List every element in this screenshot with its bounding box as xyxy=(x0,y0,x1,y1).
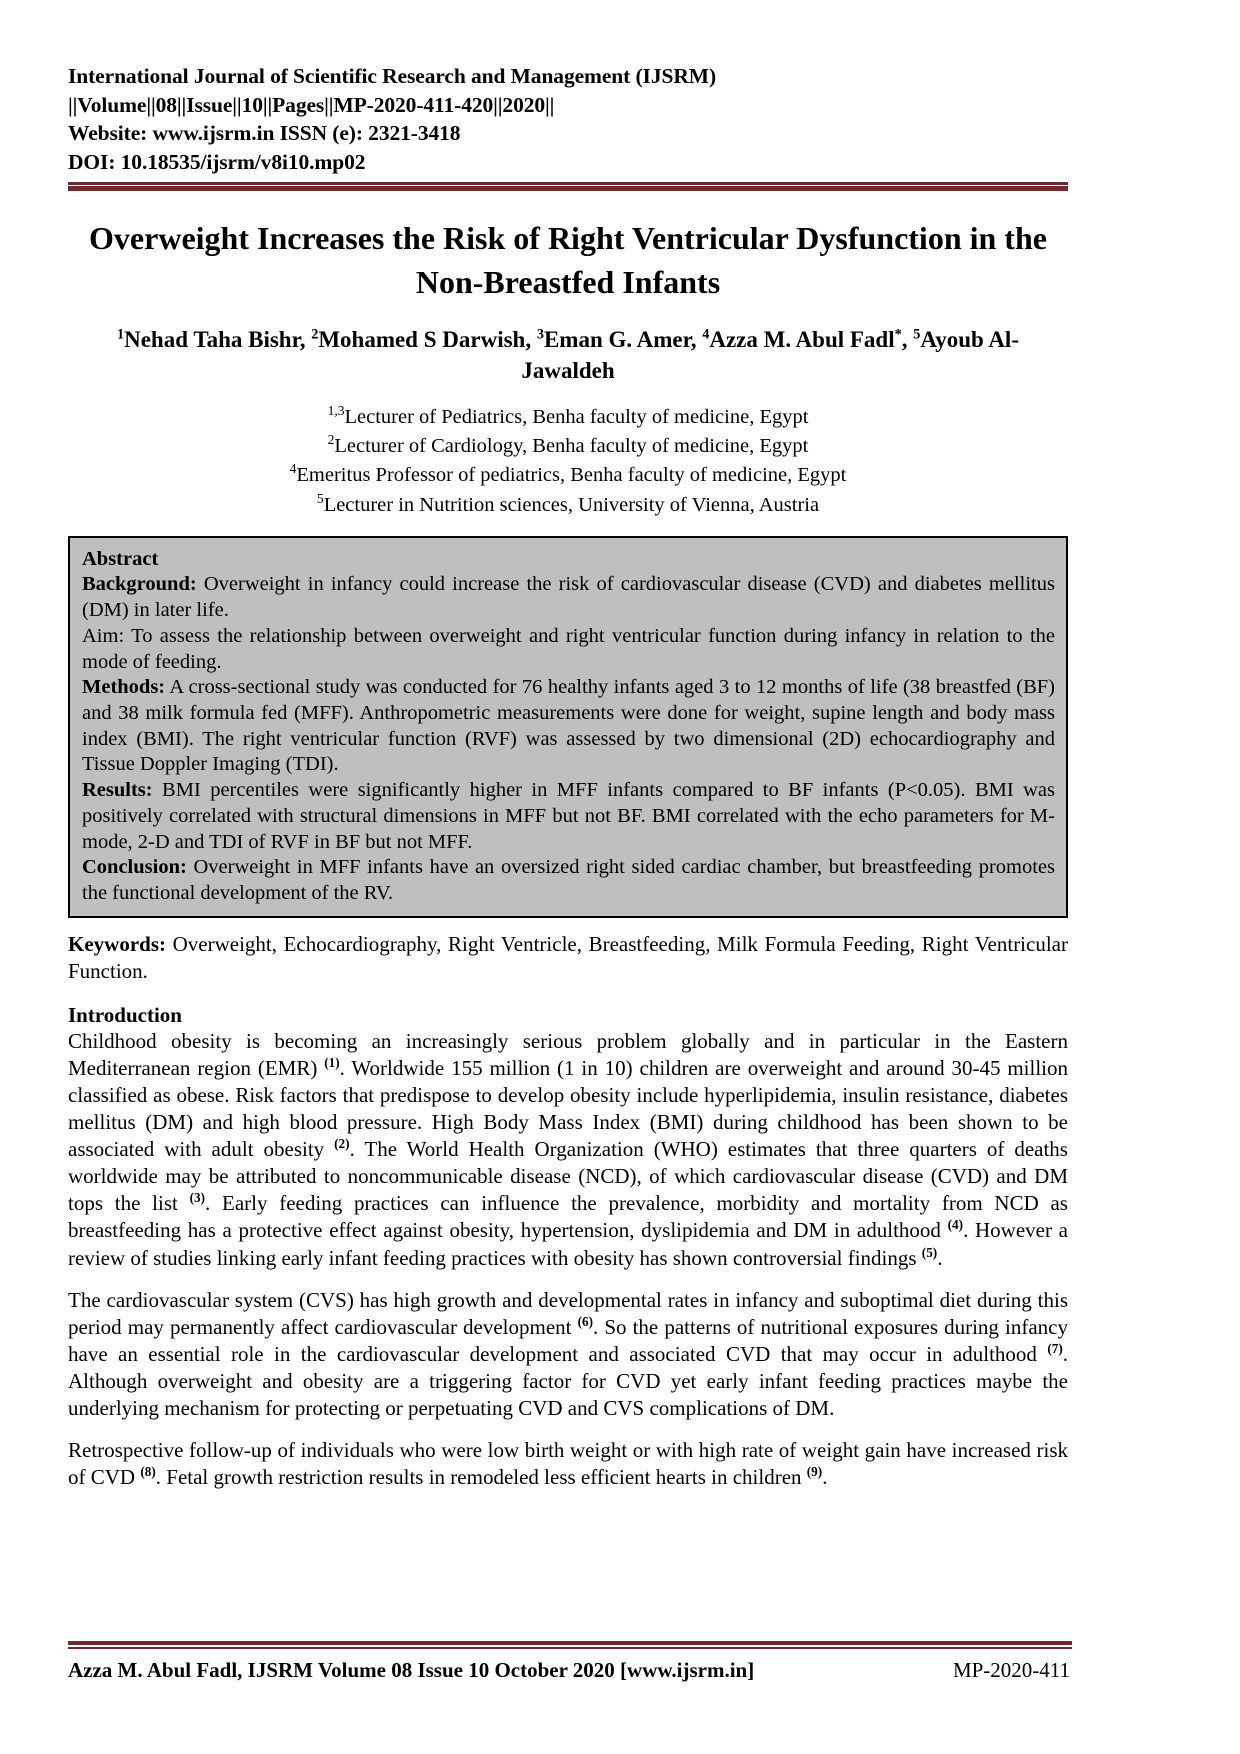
citation-ref: (4) xyxy=(947,1217,964,1233)
paragraph-text: . However a review of studies linking early infant feeding practices with obesity has shown controversial findings xyxy=(68,1218,1069,1270)
abstract-conclusion-text: Overweight in MFF infants have an oversized right sided cardiac chamber, but breastfeeding promotes the functional development of the RV. xyxy=(82,856,1055,904)
paragraph-text: Childhood obesity is becoming an increasingly serious problem globally and in particular in the Eastern Mediterranean region (EMR) xyxy=(68,1028,1068,1080)
affiliation-text: Lecturer of Cardiology, Benha faculty of medicine, Egypt xyxy=(334,435,809,458)
abstract-box xyxy=(68,536,1068,918)
footer-divider-rule xyxy=(68,1641,1072,1649)
author-entry xyxy=(537,327,702,352)
introduction-paragraph-2 xyxy=(68,1287,1068,1422)
paragraph-text: Retrospective follow-up of individuals who were low birth weight or with high rate of weight gain have increased risk of CVD xyxy=(68,1437,1068,1490)
author-affil-marker: 2 xyxy=(311,326,319,343)
author-name: Eman G. Amer xyxy=(543,326,691,352)
section-heading-introduction: Introduction xyxy=(68,1002,182,1027)
affiliation-marker: 1,3 xyxy=(327,403,345,419)
author-name: Ayoub Al-Jawaldeh xyxy=(521,326,1019,384)
author-affil-marker: 4 xyxy=(702,326,710,343)
citation-ref: (2) xyxy=(334,1136,350,1152)
citation-ref: (3) xyxy=(189,1190,206,1206)
author-separator: , xyxy=(901,326,914,352)
corresponding-author-marker: * xyxy=(894,326,902,343)
author-affil-marker: 5 xyxy=(913,326,921,343)
paragraph-text: . The World Health Organization (WHO) estimates that three quarters of deaths worldwide may be attributed to noncommunicable disease (NCD), of which cardiovascular disease (CVD) and DM tops the list xyxy=(68,1137,1068,1216)
abstract-methods xyxy=(82,675,1055,778)
abstract-background xyxy=(82,572,1055,623)
header-divider-rule xyxy=(68,182,1068,191)
author-name: Mohamed S Darwish xyxy=(318,326,526,352)
affiliation-item xyxy=(68,403,1068,432)
masthead-website-issn: Website: www.ijsrm.in ISSN (e): 2321-3418 xyxy=(68,121,461,146)
citation-ref: (9) xyxy=(806,1464,823,1480)
author-entry xyxy=(311,327,537,352)
affiliation-text: Lecturer of Pediatrics, Benha faculty of medicine, Egypt xyxy=(344,406,809,429)
citation-ref: (8) xyxy=(140,1464,156,1480)
abstract-background-text: Overweight in infancy could increase the risk of cardiovascular disease (CVD) and diabetes mellitus (DM) in later life. xyxy=(82,573,1055,622)
paragraph-text: . Early feeding practices can influence the prevalence, morbidity and mortality from NCD as breastfeeding has a protective effect against obesity, hypertension, dyslipidemia and DM in adulthood xyxy=(68,1191,1068,1243)
introduction-paragraph-1 xyxy=(68,1028,1068,1272)
affiliation-list xyxy=(68,403,1068,519)
masthead-doi: DOI: 10.18535/ijsrm/v8i10.mp02 xyxy=(68,149,366,174)
affiliation-text: Emeritus Professor of pediatrics, Benha faculty of medicine, Egypt xyxy=(296,464,847,487)
abstract-heading xyxy=(82,547,1055,573)
masthead-volume-issue: ||Volume||08||Issue||10||Pages||MP-2020-411-420||2020|| xyxy=(68,92,555,117)
abstract-aim-text: To assess the relationship between overweight and right ventricular function during infancy in relation to the mode of feeding. xyxy=(82,624,1055,673)
affiliation-text: Lecturer in Nutrition sciences, University of Vienna, Austria xyxy=(323,493,820,516)
paragraph-text: . Worldwide 155 million (1 in 10) children are overweight and around 30-45 million classified as obese. Risk factors that predispose to develop obesity include hyperlipidemia, insulin resistance, diabetes mellitus (DM) and high blood pressure. High Body Mass Index (BMI) during childhood has been shown to be associated with adult obesity xyxy=(68,1055,1069,1162)
page-content xyxy=(68,62,1068,1491)
author-entry xyxy=(702,327,913,352)
paragraph-text: . Fetal growth restriction results in remodeled less efficient hearts in children xyxy=(155,1465,807,1490)
affiliation-marker: 5 xyxy=(316,490,324,506)
keywords-label: Keywords: xyxy=(68,931,166,956)
abstract-aim-label: Aim: xyxy=(82,624,125,647)
author-affil-marker: 3 xyxy=(536,326,544,343)
affiliation-item xyxy=(68,432,1068,461)
citation-ref: (7) xyxy=(1047,1340,1063,1356)
abstract-results-text: BMI percentiles were significantly higher in MFF infants compared to BF infants (P<0.05). BMI was positively correlated with structural dimensions in MFF but not BF. BMI correlated with the echo parameters for M-mode, 2-D and TDI of RVF in BF but not MFF. xyxy=(82,779,1055,853)
affiliation-marker: 2 xyxy=(327,432,335,448)
affiliation-item xyxy=(68,491,1068,520)
paragraph-text: . xyxy=(822,1465,828,1490)
footer-row xyxy=(68,1658,1072,1683)
introduction-paragraph-3 xyxy=(68,1437,1068,1491)
abstract-aim xyxy=(82,624,1055,675)
keywords-line xyxy=(68,931,1068,985)
paragraph-text: . Although overweight and obesity are a triggering factor for CVD yet early infant feeding practices maybe the underlying mechanism for protecting or perpetuating CVD and CVS complications of DM. xyxy=(68,1341,1068,1420)
author-name: Nehad Taha Bishr xyxy=(124,326,300,352)
abstract-methods-label: Methods: xyxy=(82,676,166,699)
footer-page-number: MP-2020-411 xyxy=(952,1658,1070,1682)
page-title: Overweight Increases the Risk of Right Ventricular Dysfunction in the Non-Breastfed Infants xyxy=(89,220,1047,300)
affiliation-item xyxy=(68,461,1068,490)
abstract-conclusion xyxy=(82,855,1055,906)
paragraph-text: . So the patterns of nutritional exposures during infancy have an essential role in the cardiovascular development and associated CVD that may occur in adulthood xyxy=(68,1314,1068,1366)
affiliation-marker: 4 xyxy=(289,461,297,477)
author-list xyxy=(68,324,1068,387)
paragraph-text: The cardiovascular system (CVS) has high growth and developmental rates in infancy and suboptimal diet during this period may permanently affect cardiovascular development xyxy=(68,1287,1068,1339)
author-separator: , xyxy=(299,326,312,352)
author-name: Azza M. Abul Fadl xyxy=(709,326,895,352)
abstract-background-label: Background: xyxy=(82,573,197,596)
author-separator: , xyxy=(690,326,703,352)
author-affil-marker: 1 xyxy=(116,326,125,343)
keywords-text: Overweight, Echocardiography, Right Ventricle, Breastfeeding, Milk Formula Feeding, Right Ventricular Function. xyxy=(68,931,1068,983)
citation-ref: (5) xyxy=(921,1244,938,1260)
citation-ref: (6) xyxy=(577,1313,593,1329)
abstract-conclusion-label: Conclusion: xyxy=(82,856,187,879)
citation-ref: (1) xyxy=(324,1054,340,1070)
abstract-methods-text: A cross-sectional study was conducted for 76 healthy infants aged 3 to 12 months of life (38 breastfed (BF) and 38 milk formula fed (MFF). Anthropometric measurements were done for weight, supine length and body mass index (BMI). The right ventricular function (RVF) was assessed by two dimensional (2D) echocardiography and Tissue Doppler Imaging (TDI). xyxy=(82,676,1055,776)
page-footer xyxy=(68,1641,1072,1683)
author-entry xyxy=(117,327,311,352)
abstract-results xyxy=(82,778,1055,855)
abstract-results-label: Results: xyxy=(82,779,153,802)
abstract-heading-label: Abstract xyxy=(82,547,159,570)
paragraph-text: . xyxy=(937,1245,943,1270)
masthead-journal-name: International Journal of Scientific Research and Management (IJSRM) xyxy=(68,64,717,88)
author-separator: , xyxy=(525,326,537,352)
journal-masthead xyxy=(68,62,1068,176)
footer-citation: Azza M. Abul Fadl, IJSRM Volume 08 Issue 10 October 2020 [www.ijsrm.in] xyxy=(68,1658,755,1682)
